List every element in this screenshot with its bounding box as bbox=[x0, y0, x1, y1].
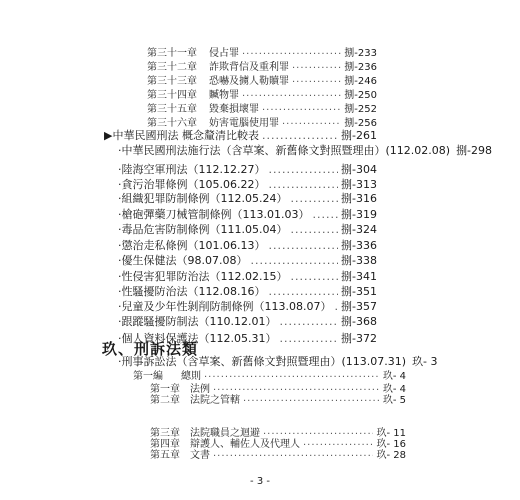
page-number: 捌-233 bbox=[344, 48, 377, 59]
law-title: ‧懲治走私條例（101.06.13） bbox=[118, 239, 266, 252]
leader-dots bbox=[334, 300, 338, 313]
leader-dots bbox=[250, 254, 338, 267]
triangle-right-icon: ▶ bbox=[104, 129, 113, 142]
entry-title: 中華民國刑法 概念釐清比較表 bbox=[112, 129, 259, 142]
chapter-title: 侵占罪 bbox=[209, 48, 239, 59]
page-number: 捌-316 bbox=[341, 192, 377, 205]
law-title: ‧個人資料保護法（112.05.31） bbox=[118, 332, 277, 345]
law-title: ‧中華民國刑法施行法（含草案、新舊條文對照暨理由）(112.02.08) bbox=[118, 144, 451, 157]
law-title: ‧兒童及少年性剝削防制條例（113.08.07） bbox=[118, 300, 332, 313]
toc-entry bbox=[150, 446, 406, 461]
chapter-number: 第五章 bbox=[150, 450, 180, 461]
page-number: 捌-351 bbox=[341, 285, 377, 298]
law-title: ‧毒品危害防制條例（111.05.04） bbox=[118, 223, 288, 236]
page-number: 玖- 5 bbox=[382, 395, 406, 406]
page-number: 捌-298 bbox=[456, 144, 493, 157]
page-number: 捌-313 bbox=[341, 178, 377, 191]
leader-dots bbox=[268, 285, 338, 298]
page-number: 捌-250 bbox=[344, 90, 377, 101]
law-title: ‧跟蹤騷擾防制法（110.12.01） bbox=[118, 315, 277, 328]
page-number: 捌-372 bbox=[341, 332, 377, 345]
page-number: 捌-256 bbox=[344, 118, 377, 129]
part-number: 第一編 bbox=[133, 371, 163, 382]
toc-entry-law bbox=[118, 190, 377, 206]
leader-dots bbox=[204, 369, 380, 380]
chapter-title: 贓物罪 bbox=[209, 90, 239, 101]
chapter-number: 第三十五章 bbox=[147, 104, 197, 115]
chapter-title: 毀棄損壞罪 bbox=[209, 104, 259, 115]
law-title: ‧刑事訴訟法（含草案、新舊條文對照暨理由）(113.07.31) bbox=[118, 355, 407, 368]
chapter-number: 第三章 bbox=[150, 428, 180, 439]
page-number: 捌-304 bbox=[341, 163, 377, 176]
page-number: 玖- 4 bbox=[382, 384, 406, 395]
law-title: ‧貪污治罪條例（105.06.22） bbox=[118, 178, 266, 191]
law-title: ‧性侵害犯罪防治法（112.02.15） bbox=[118, 270, 288, 283]
page-number: 玖- 3 bbox=[412, 355, 438, 368]
leader-dots bbox=[292, 74, 341, 85]
page-number: 捌-368 bbox=[341, 315, 377, 328]
chapter-number: 第三十二章 bbox=[147, 62, 197, 73]
chapter-title: 恐嚇及擄人勒贖罪 bbox=[209, 76, 289, 87]
leader-dots bbox=[290, 270, 338, 283]
page-number: 捌-319 bbox=[341, 208, 377, 221]
chapter-title: 妨害電腦使用罪 bbox=[209, 118, 279, 129]
leader-dots bbox=[262, 102, 341, 113]
part-title: 總則 bbox=[181, 371, 201, 382]
law-title: ‧槍砲彈藥刀械管制條例（113.01.03） bbox=[118, 208, 310, 221]
toc-entry bbox=[150, 391, 406, 406]
leader-dots bbox=[290, 223, 338, 236]
toc-entry-law bbox=[118, 313, 377, 329]
chapter-title: 法院之管轄 bbox=[190, 395, 240, 406]
leader-dots bbox=[243, 393, 380, 404]
chapter-number: 第二章 bbox=[150, 395, 180, 406]
law-title: ‧性騷擾防治法（112.08.16） bbox=[118, 285, 266, 298]
toc-entry-comparison bbox=[104, 127, 377, 143]
chapter-title: 詐欺背信及重利罪 bbox=[209, 62, 289, 73]
toc-entry-law bbox=[118, 237, 377, 253]
page-number: 捌-338 bbox=[341, 254, 377, 267]
leader-dots bbox=[268, 163, 338, 176]
page-number: 捌-252 bbox=[344, 104, 377, 115]
chapter-number: 第四章 bbox=[150, 439, 180, 450]
section-heading: 玖、刑訴法類 bbox=[102, 340, 199, 358]
toc-entry bbox=[147, 72, 377, 87]
page-number: 捌-341 bbox=[341, 270, 377, 283]
law-title: ‧陸海空軍刑法（112.12.27） bbox=[118, 163, 266, 176]
chapter-title: 辯護人、輔佐人及代理人 bbox=[190, 439, 300, 450]
page-footer-number: - 3 - bbox=[250, 476, 270, 487]
leader-dots bbox=[262, 129, 338, 142]
page-number: 捌-336 bbox=[341, 239, 377, 252]
toc-entry-law bbox=[118, 283, 377, 299]
page-number: 捌-357 bbox=[341, 300, 377, 313]
page-number: 玖- 28 bbox=[376, 450, 406, 461]
leader-dots bbox=[279, 315, 338, 328]
leader-dots bbox=[268, 178, 338, 191]
leader-dots bbox=[312, 208, 338, 221]
leader-dots bbox=[242, 88, 341, 99]
page-number: 玖- 11 bbox=[376, 428, 406, 439]
page-number: 捌-324 bbox=[341, 223, 377, 236]
toc-entry bbox=[147, 44, 377, 59]
toc-entry-law bbox=[118, 252, 377, 268]
chapter-title: 文書 bbox=[190, 450, 210, 461]
chapter-number: 第三十六章 bbox=[147, 118, 197, 129]
page-number: 玖- 16 bbox=[376, 439, 406, 450]
toc-entry bbox=[147, 100, 377, 115]
law-title: ‧優生保健法（98.07.08） bbox=[118, 254, 248, 267]
law-title: ‧組織犯罪防制條例（112.05.24） bbox=[118, 192, 288, 205]
chapter-number: 第三十三章 bbox=[147, 76, 197, 87]
toc-entry-law bbox=[118, 206, 377, 222]
toc-entry-law bbox=[118, 142, 493, 158]
leader-dots bbox=[213, 448, 373, 459]
leader-dots bbox=[282, 116, 341, 127]
page-number: 捌-261 bbox=[341, 129, 377, 142]
chapter-title: 法院職員之迴避 bbox=[190, 428, 260, 439]
leader-dots bbox=[242, 46, 341, 57]
chapter-title: 法例 bbox=[190, 384, 210, 395]
toc-entry-law bbox=[118, 298, 377, 314]
toc-entry-law bbox=[118, 161, 377, 177]
leader-dots bbox=[268, 239, 338, 252]
toc-entry-law bbox=[118, 221, 377, 237]
toc-entry bbox=[147, 86, 377, 101]
leader-dots bbox=[290, 192, 338, 205]
page-number: 捌-236 bbox=[344, 62, 377, 73]
chapter-number: 第一章 bbox=[150, 384, 180, 395]
chapter-number: 第三十一章 bbox=[147, 48, 197, 59]
page-number: 捌-246 bbox=[344, 76, 377, 87]
chapter-number: 第三十四章 bbox=[147, 90, 197, 101]
leader-dots bbox=[292, 60, 341, 71]
leader-dots bbox=[279, 332, 338, 345]
toc-entry-law bbox=[118, 268, 377, 284]
page-number: 玖- 4 bbox=[382, 371, 406, 382]
toc-entry bbox=[147, 58, 377, 73]
